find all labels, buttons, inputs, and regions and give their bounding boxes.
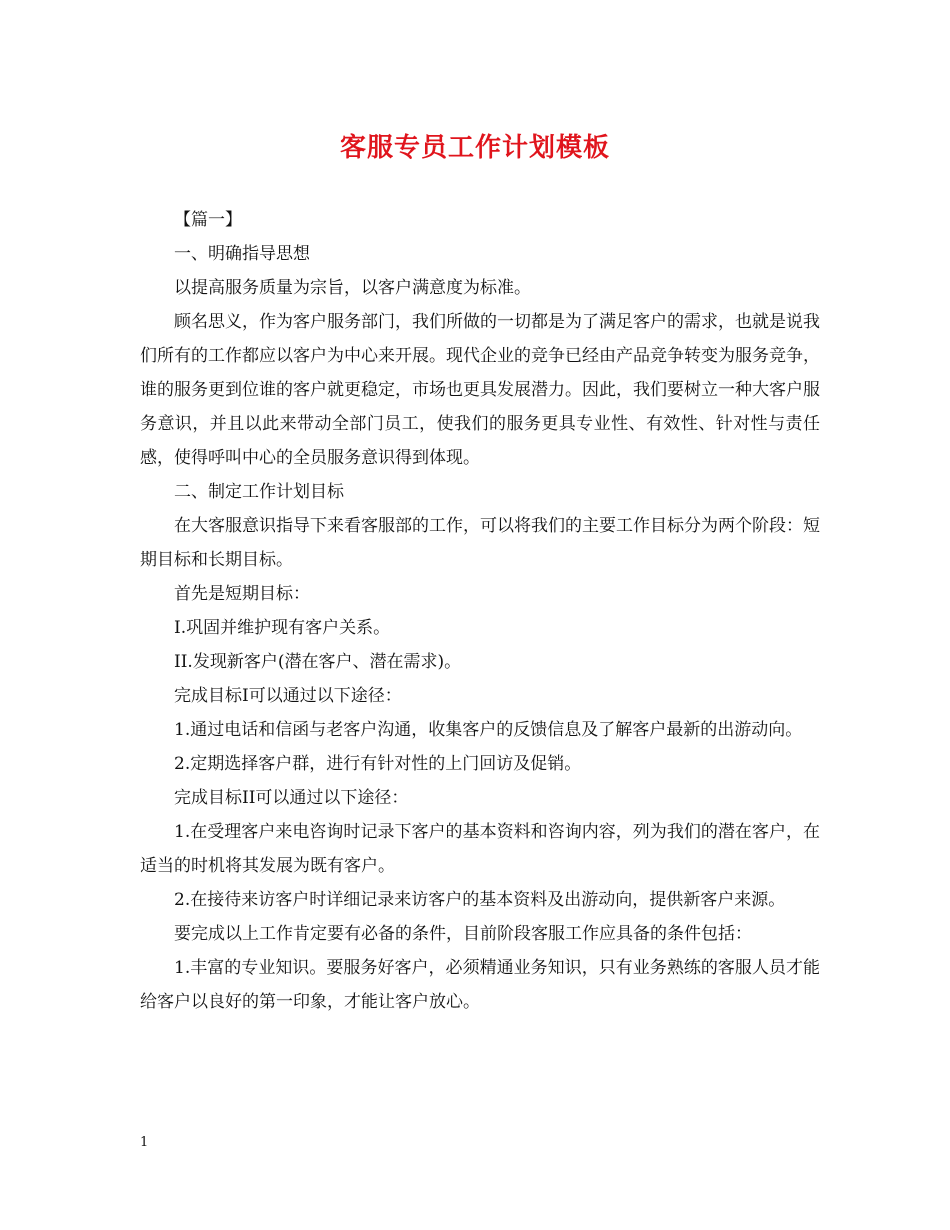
paragraph: 在大客服意识指导下来看客服部的工作，可以将我们的主要工作目标分为两个阶段：短期目标和长期目标。 xyxy=(140,516,820,570)
heading-guiding-thought: 一、明确指导思想 xyxy=(174,244,310,264)
list-item: II.发现新客户(潜在客户、潜在需求)。 xyxy=(174,652,462,672)
paragraph: 完成目标I可以通过以下途径： xyxy=(174,686,402,706)
heading-plan-goals: 二、制定工作计划目标 xyxy=(174,482,344,502)
paragraph: 完成目标II可以通过以下途径： xyxy=(174,788,409,808)
list-item: 1.通过电话和信函与老客户沟通，收集客户的反馈信息及了解客户最新的出游动向。 xyxy=(174,720,803,740)
list-item: 1.在受理客户来电咨询时记录下客户的基本资料和咨询内容，列为我们的潜在客户，在适当的时机将其发展为既有客户。 xyxy=(140,822,820,876)
paragraph: 以提高服务质量为宗旨，以客户满意度为标准。 xyxy=(174,278,531,298)
document-body xyxy=(140,203,820,1019)
list-item: 2.定期选择客户群，进行有针对性的上门回访及促销。 xyxy=(174,754,582,774)
page-number: 1 xyxy=(140,1135,149,1150)
paragraph: 首先是短期目标： xyxy=(174,584,310,604)
list-item: 2.在接待来访客户时详细记录来访客户的基本资料及出游动向，提供新客户来源。 xyxy=(174,890,786,910)
paragraph: 顾名思义，作为客户服务部门，我们所做的一切都是为了满足客户的需求，也就是说我们所有的工作都应以客户为中心来开展。现代企业的竞争已经由产品竞争转变为服务竞争，谁的服务更到位谁的客户就更稳定，市场也更具发展潜力。因此，我们要树立一种大客户服务意识，并且以此来带动全部门员工，使我们的服务更具专业性、有效性、针对性与责任感，使得呼叫中心的全员服务意识得到体现。 xyxy=(140,312,820,468)
paragraph: 要完成以上工作肯定要有必备的条件，目前阶段客服工作应具备的条件包括： xyxy=(174,924,752,944)
list-item: I.巩固并维护现有客户关系。 xyxy=(174,618,391,638)
section-heading: 【篇一】 xyxy=(174,210,242,230)
document-title: 客服专员工作计划模板 xyxy=(339,133,610,163)
list-item: 1.丰富的专业知识。要服务好客户，必须精通业务知识，只有业务熟练的客服人员才能给客户以良好的第一印象，才能让客户放心。 xyxy=(140,958,820,1012)
